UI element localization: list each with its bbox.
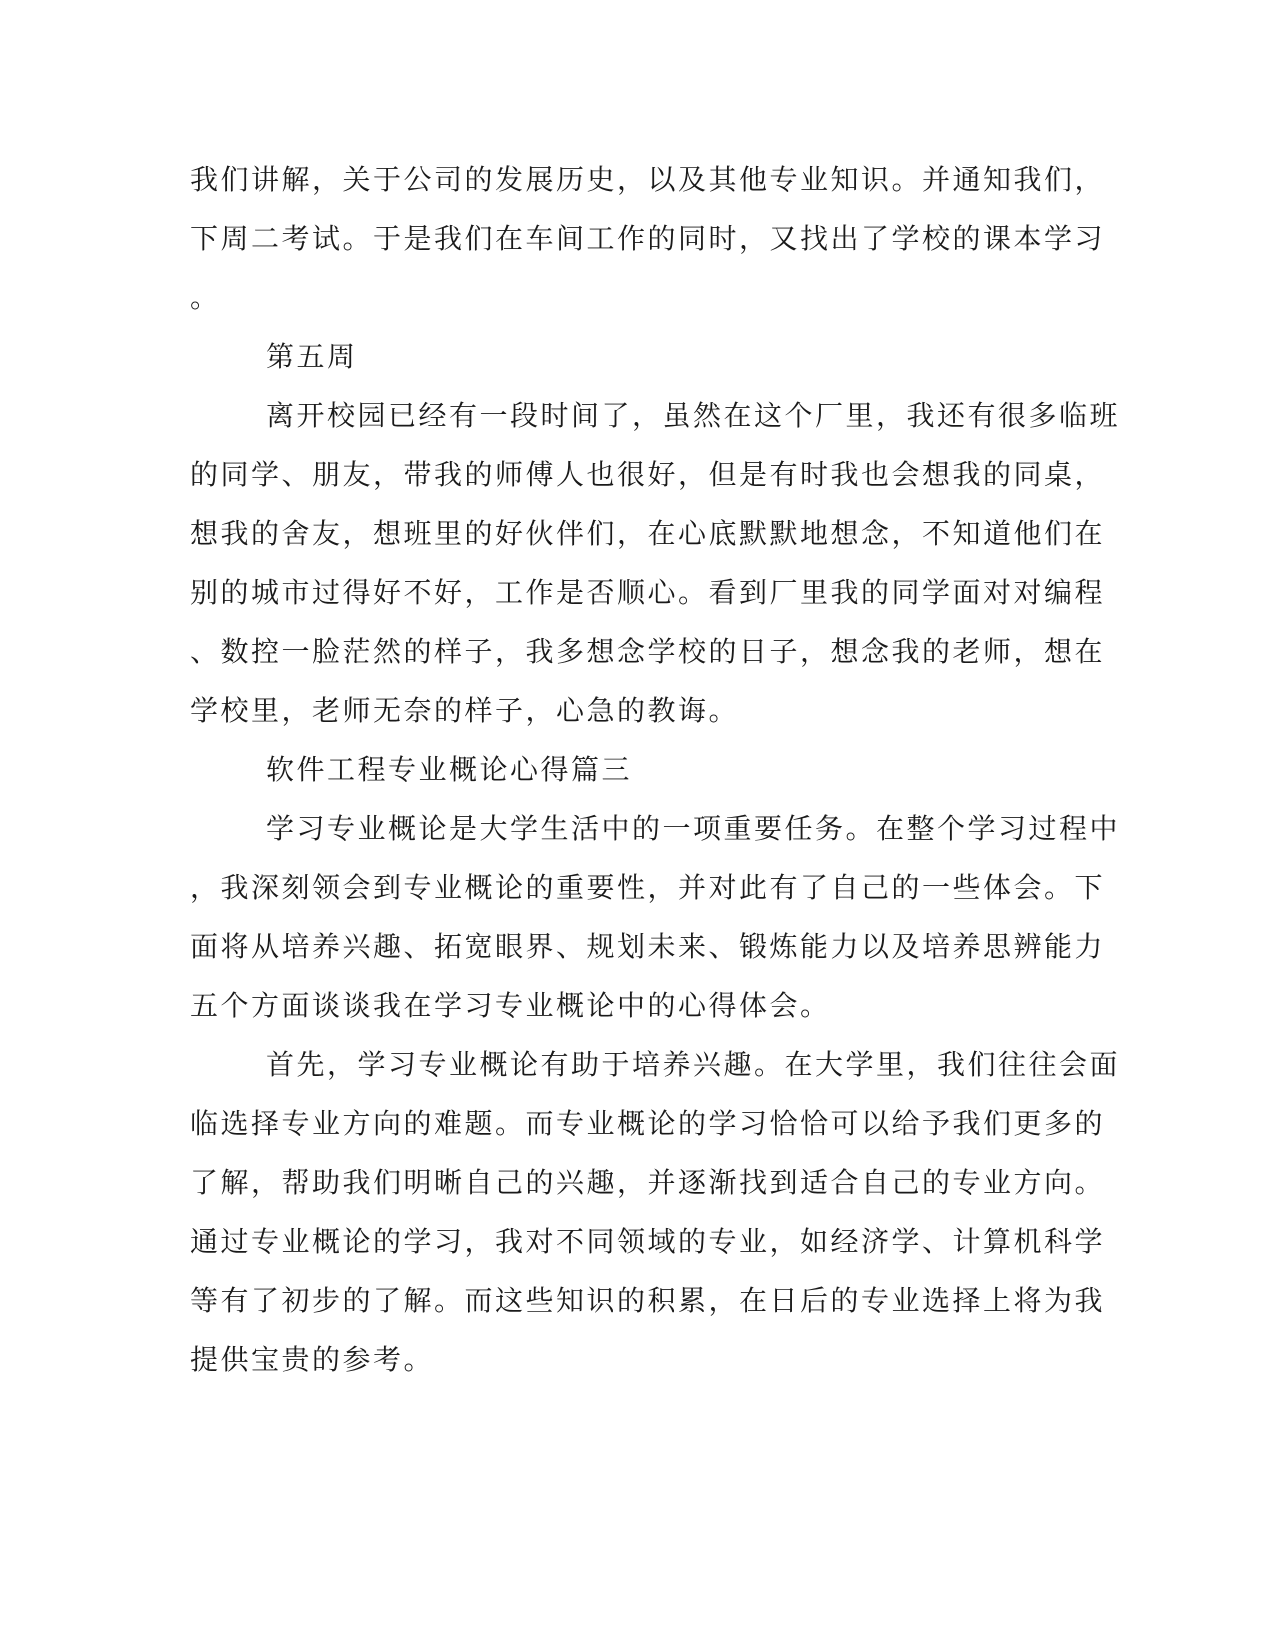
body-text-line: 下周二考试。于是我们在车间工作的同时，又找出了学校的课本学习 (190, 222, 1106, 255)
paragraph-first-line: 离开校园已经有一段时间了，虽然在这个厂里，我还有很多临班 (266, 399, 1121, 432)
body-text-line: ，我深刻领会到专业概论的重要性，并对此有了自己的一些体会。下 (190, 871, 1106, 904)
body-text-line: 的同学、朋友，带我的师傅人也很好，但是有时我也会想我的同桌， (190, 458, 1106, 491)
section-heading: 软件工程专业概论心得篇三 (266, 753, 633, 786)
body-text-line: 别的城市过得好不好，工作是否顺心。看到厂里我的同学面对对编程 (190, 576, 1106, 609)
body-text-line: 提供宝贵的参考。 (190, 1343, 435, 1376)
paragraph-first-line: 首先，学习专业概论有助于培养兴趣。在大学里，我们往往会面 (266, 1048, 1121, 1081)
paragraph-first-line: 学习专业概论是大学生活中的一项重要任务。在整个学习过程中 (266, 812, 1121, 845)
body-text-line: 我们讲解，关于公司的发展历史，以及其他专业知识。并通知我们， (190, 163, 1106, 196)
section-heading: 第五周 (266, 340, 358, 373)
body-text-line: 临选择专业方向的难题。而专业概论的学习恰恰可以给予我们更多的 (190, 1107, 1106, 1140)
body-text-line: 面将从培养兴趣、拓宽眼界、规划未来、锻炼能力以及培养思辨能力 (190, 930, 1106, 963)
body-text-line: 等有了初步的了解。而这些知识的积累，在日后的专业选择上将为我 (190, 1284, 1106, 1317)
body-text-line: 通过专业概论的学习，我对不同领域的专业，如经济学、计算机科学 (190, 1225, 1106, 1258)
body-text-line: 五个方面谈谈我在学习专业概论中的心得体会。 (190, 989, 831, 1022)
body-text-line: 想我的舍友，想班里的好伙伴们，在心底默默地想念，不知道他们在 (190, 517, 1106, 550)
body-text-line: 。 (190, 281, 221, 314)
body-text-line: 了解，帮助我们明晰自己的兴趣，并逐渐找到适合自己的专业方向。 (190, 1166, 1106, 1199)
body-text-line: 、数控一脸茫然的样子，我多想念学校的日子，想念我的老师，想在 (190, 635, 1106, 668)
body-text-line: 学校里，老师无奈的样子，心急的教诲。 (190, 694, 740, 727)
